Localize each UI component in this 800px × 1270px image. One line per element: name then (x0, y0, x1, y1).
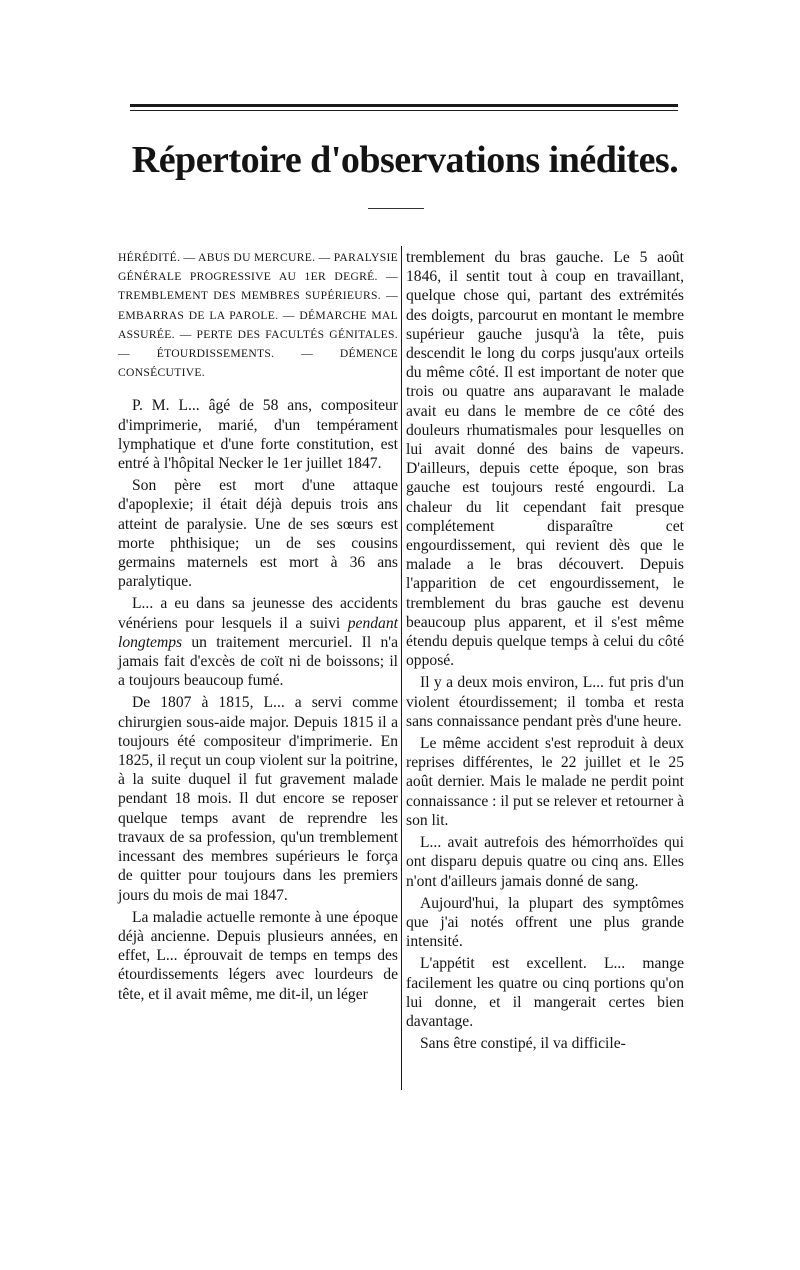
left-column (118, 248, 398, 1007)
header-rule-thick (130, 104, 678, 107)
paragraph-text: un traitement mercuriel. Il n'a jamais fait d'excès de coït ni de boissons; il a toujours beaucoup fumé. (118, 633, 398, 690)
page-title: Répertoire d'observations inédites. (131, 139, 679, 181)
paragraph: P. M. L... âgé de 58 ans, compositeur d'imprimerie, marié, d'un tempérament lymphatique et d'une forte constitution, est entré à l'hôpital Necker le 1er juillet 1847. (118, 397, 398, 473)
paragraph (118, 594, 398, 690)
title-separator (368, 208, 424, 209)
paragraph: De 1807 à 1815, L... a servi comme chirurgien sous-aide major. Depuis 1815 il a toujours été compositeur d'imprimerie. En 1825, il reçut un coup violent sur la poitrine, à la suite duquel il fut gravement malade pendant 18 mois. Il dut encore se reposer quelque temps avant de reprendre les travaux de sa profession, qu'un tremblement incessant des membres supérieurs le força de quitter pour toujours dans les premiers jours du mois de mai 1847. (118, 694, 398, 904)
paragraph: Sans être constipé, il va difficile- (420, 1035, 626, 1053)
paragraph: Il y a deux mois environ, L... fut pris d'un violent étourdissement; il tomba et resta sans connaissance pendant près d'une heure. (406, 674, 684, 730)
paragraph: L... avait autrefois des hémorrhoïdes qui ont disparu depuis quatre ou cinq ans. Elles n'ont d'ailleurs jamais donné de sang. (406, 834, 684, 890)
keywords-heading: HÉRÉDITÉ. — ABUS DU MERCURE. — PARALYSIE GÉNÉRALE PROGRESSIVE AU 1ER DEGRÉ. — TREMBLEMENT DES MEMBRES SUPÉRIEURS. — EMBARRAS DE LA PAROLE. — DÉMARCHE MAL ASSURÉE. — PERTE DES FACULTÉS GÉNITALES. — ÉTOURDISSEMENTS. — DÉMENCE CONSÉCUTIVE. (118, 251, 398, 380)
paragraph: Aujourd'hui, la plupart des symptômes que j'ai notés offrent une plus grande intensité. (406, 894, 684, 951)
right-column (406, 248, 684, 1056)
paragraph: L'appétit est excellent. L... mange facilement les quatre ou cinq portions qu'on lui donne, et il mangerait certes bien davantage. (406, 955, 684, 1030)
paragraph: La maladie actuelle remonte à une époque déjà ancienne. Depuis plusieurs années, en effet, L... éprouvait de temps en temps des étourdissements légers avec lourdeurs de tête, et il avait même, me dit-il, un léger (118, 908, 398, 1003)
paragraph-italic-text: pendant longtemps (118, 614, 398, 651)
paragraph: Le même accident s'est reproduit à deux reprises différentes, le 22 juillet et le 25 août dernier. Mais le malade ne perdit point connaissance : il put se relever et retourner à son lit. (406, 735, 684, 829)
paragraph-text: L... a eu dans sa jeunesse des accidents vénériens pour lesquels il a suivi (118, 595, 398, 632)
header-rule-thin (130, 110, 678, 111)
column-divider (401, 246, 402, 1090)
paragraph: tremblement du bras gauche. Le 5 août 1846, il sentit tout à coup en travaillant, quelque chose qui, partant des extrémités des doigts, parcourut en montant le membre supérieur gauche jusqu'à la tête, puis descendit le long du corps jusqu'aux orteils du même côté. Il est important de noter que trois ou quatre ans auparavant le malade avait eu dans le membre de ce côté des douleurs rhumatismales pour lesquelles on lui avait donné des bains de vapeurs. D'ailleurs, depuis cette époque, son bras gauche est toujours resté engourdi. La chaleur du lit cependant fait presque complétement disparaître cet engourdissement, qui revient dès que le malade a le bras découvert. Depuis l'apparition de cet engourdissement, le tremblement du bras gauche est devenu beaucoup plus apparent, et il s'est même étendu depuis quelque temps à celui du côté opposé. (406, 249, 684, 670)
paragraph: Son père est mort d'une attaque d'apoplexie; il était déjà depuis trois ans atteint de paralysie. Une de ses sœurs est morte phthisique; un de ses cousins germains maternels est mort à 36 ans paralytique. (118, 477, 398, 591)
